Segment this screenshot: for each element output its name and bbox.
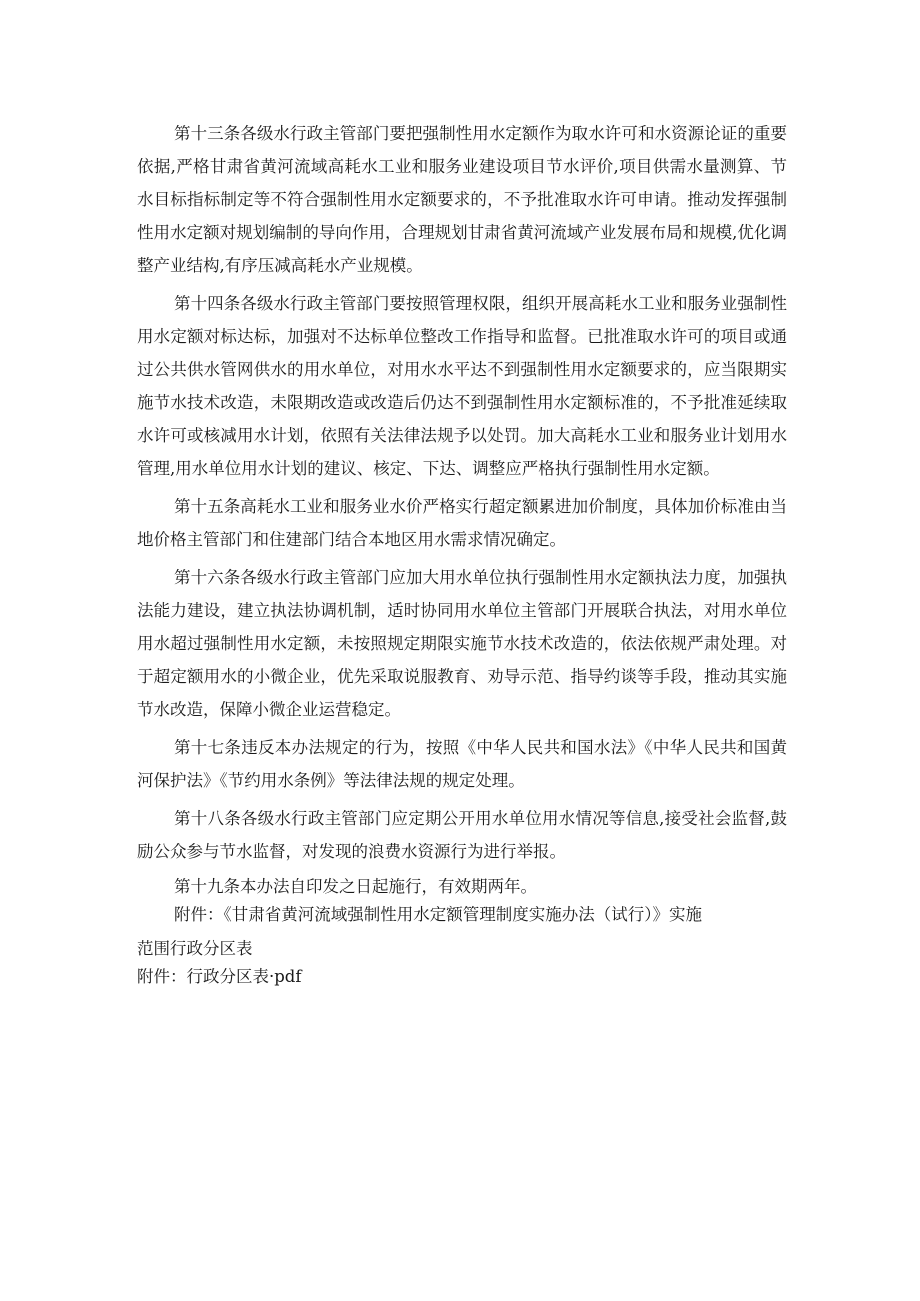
attachment-note-continued: 范围行政分区表 — [137, 939, 253, 958]
document-body — [137, 117, 787, 991]
article-18: 第十八条各级水行政主管部门应定期公开用水单位用水情况等信息,接受社会监督,鼓励公众参与节水监督，对发现的浪费水资源行为进行举报。 — [137, 809, 787, 861]
attachment-note: 附件：《甘肃省黄河流域强制性用水定额管理制度实施办法（试行）》实施 — [174, 905, 702, 924]
article-19: 第十九条本办法自印发之日起施行，有效期两年。 — [174, 877, 537, 896]
article-15: 第十五条高耗水工业和服务业水价严格实行超定额累进加价制度，具体加价标准由当地价格主管部门和住建部门结合本地区用水需求情况确定。 — [137, 497, 787, 549]
article-16: 第十六条各级水行政主管部门应加大用水单位执行强制性用水定额执法力度，加强执法能力建设，建立执法协调机制，适时协同用水单位主管部门开展联合执法，对用水单位用水超过强制性用水定额，未按照规定期限实施节水技术改造的，依法依规严肃处理。对于超定额用水的小微企业，优先采取说服教育、劝导示范、指导约谈等手段，推动其实施节水改造，保障小微企业运营稳定。 — [137, 568, 787, 719]
attachment-file-link[interactable]: 附件：行政分区表·pdf — [137, 967, 302, 986]
article-14: 第十四条各级水行政主管部门要按照管理权限，组织开展高耗水工业和服务业强制性用水定额对标达标，加强对不达标单位整改工作指导和监督。已批准取水许可的项目或通过公共供水管网供水的用水单位，对用水水平达不到强制性用水定额要求的，应当限期实施节水技术改造，未限期改造或改造后仍达不到强制性用水定额标准的，不予批准延续取水许可或核减用水计划，依照有关法律法规予以处罚。加大高耗水工业和服务业计划用水管理,用水单位用水计划的建议、核定、下达、调整应严格执行强制性用水定额。 — [137, 294, 787, 478]
article-13: 第十三条各级水行政主管部门要把强制性用水定额作为取水许可和水资源论证的重要依据,严格甘肃省黄河流域高耗水工业和服务业建设项目节水评价,项目供需水量测算、节水目标指标制定等不符合强制性用水定额要求的，不予批准取水许可申请。推动发挥强制性用水定额对规划编制的导向作用，合理规划甘肃省黄河流域产业发展布局和规模,优化调整产业结构,有序压减高耗水产业规模。 — [137, 124, 787, 275]
article-17: 第十七条违反本办法规定的行为，按照《中华人民共和国水法》《中华人民共和国黄河保护法》《节约用水条例》等法律法规的规定处理。 — [137, 738, 787, 790]
